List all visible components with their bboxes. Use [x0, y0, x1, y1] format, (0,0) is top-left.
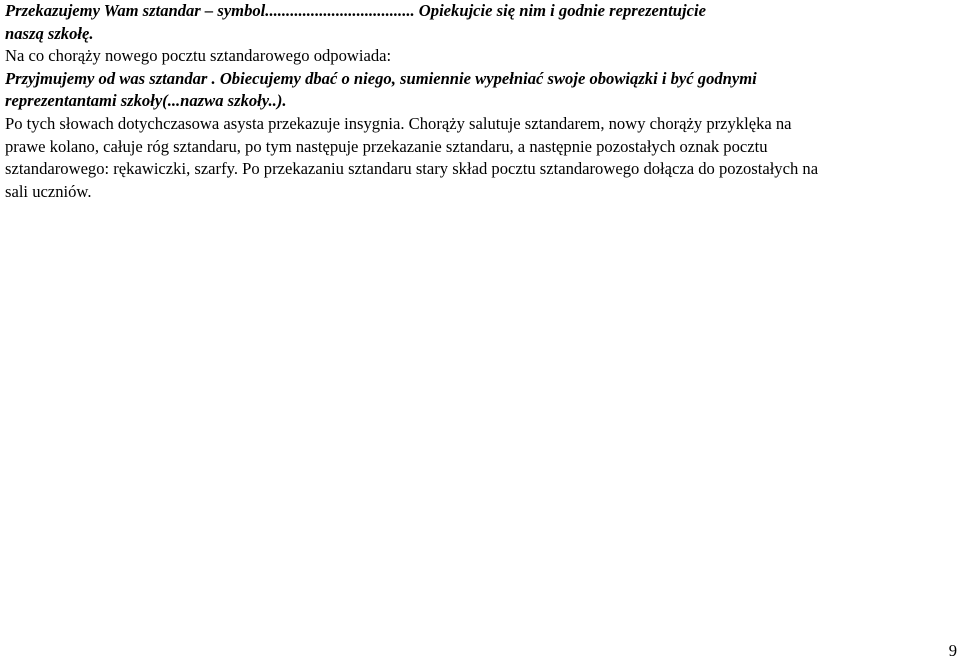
response-intro: Na co chorąży nowego pocztu sztandarowego odpowiada: [5, 46, 392, 66]
ceremony-description-line-3: sztandarowego: rękawiczki, szarfy. Po przekazaniu sztandaru stary skład pocztu sztandarowego dołącza do pozostałych na [5, 159, 819, 179]
ceremony-description-line-4: sali uczniów. [5, 181, 92, 201]
pledge-statement-line-2: reprezentantami szkoły(...nazwa szkoły..). [5, 91, 287, 111]
handover-statement-line-1: Przekazujemy Wam sztandar – symbol.................................... Opiekujcie się nim i godnie reprezentujcie [5, 1, 706, 20]
document-body [5, 0, 955, 203]
handover-statement-line-2: naszą szkołę. [5, 23, 94, 43]
ceremony-description-line-2: prawe kolano, całuje róg sztandaru, po tym następuje przekazanie sztandaru, a następnie pozostałych oznak pocztu [5, 136, 768, 156]
ceremony-description-line-1: Po tych słowach dotychczasowa asysta przekazuje insygnia. Chorąży salutuje sztandarem, nowy chorąży przyklęka na [5, 113, 792, 133]
page-number: 9 [948, 641, 957, 660]
pledge-statement-line-1: Przyjmujemy od was sztandar . Obiecujemy dbać o niego, sumiennie wypełniać swoje obowiązki i być godnymi [5, 68, 757, 88]
